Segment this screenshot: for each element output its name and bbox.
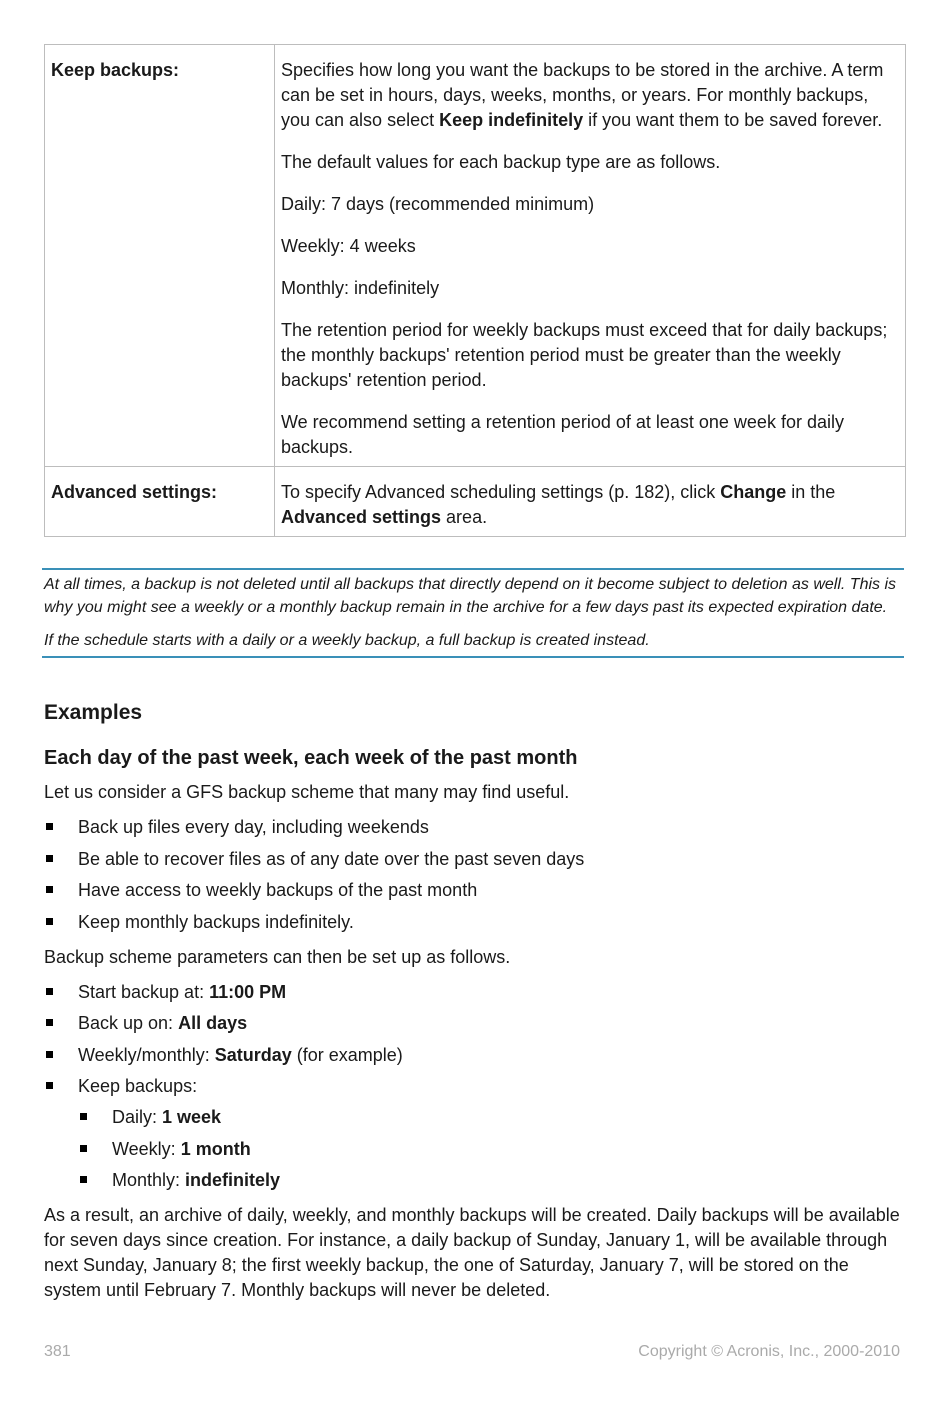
list-item: Be able to recover files as of any date over the past seven days [44,847,904,872]
page-number: 381 [44,1343,71,1360]
keep-backups-description [275,45,906,467]
table-row-advanced-settings [45,467,906,537]
examples-intro: Let us consider a GFS backup scheme that many may find useful. [44,782,570,802]
list-item: Weekly: 1 month [78,1137,904,1162]
advanced-settings-term: Advanced settings [281,507,442,527]
list-item: Keep monthly backups indefinitely. [44,910,904,935]
goals-list [44,815,904,935]
keep-backups-p6: The retention period for weekly backups must exceed that for daily backups; the monthly backups' retention period must be greater than the weekly backups' retention period. [281,320,888,390]
examples-section [44,698,904,1313]
result-paragraph: As a result, an archive of daily, weekly, and monthly backups will be created. Daily backups will be available for seven days since creation. For instance, a daily backup of Sunday, January 1, will be available through next Sunday, January 8; the first weekly backup, the one of Saturday, January 7, will be stored on the system until February 7. Monthly backups will never be deleted. [44,1205,900,1300]
params-intro: Backup scheme parameters can then be set up as follows. [44,946,511,967]
settings-table [44,44,906,537]
examples-heading: Examples [44,701,143,724]
list-item: Keep backups: Daily: 1 week Weekly: 1 month Monthly: indefinitely [44,1074,904,1193]
note-box [42,568,904,658]
list-item: Daily: 1 week [78,1105,904,1130]
table-row-keep-backups [45,45,906,467]
note-paragraph-1: At all times, a backup is not deleted until all backups that directly depend on it become subject to deletion as well. This is why you might see a weekly or a monthly backup remain in the archive for a few days past its expected expiration date. [44,576,897,616]
list-item: Start backup at: 11:00 PM [44,980,904,1005]
list-item: Monthly: indefinitely [78,1168,904,1193]
keep-sublist [78,1105,904,1193]
keep-backups-p7: We recommend setting a retention period of at least one week for daily backups. [281,412,844,457]
keep-indefinitely-term: Keep indefinitely [439,110,584,130]
keep-backups-monthly-default: Monthly: indefinitely [281,278,440,298]
note-paragraph-2: If the schedule starts with a daily or a weekly backup, a full backup is created instead. [44,632,650,649]
keep-backups-p2: The default values for each backup type are as follows. [281,152,721,172]
change-term: Change [720,482,787,502]
keep-backups-weekly-default: Weekly: 4 weeks [281,236,416,256]
examples-subheading: Each day of the past week, each week of the past month [44,747,578,769]
keep-backups-daily-default: Daily: 7 days (recommended minimum) [281,194,595,214]
advanced-settings-label: Advanced settings: [45,467,275,537]
list-item: Weekly/monthly: Saturday (for example) [44,1043,904,1068]
advanced-settings-description: To specify Advanced scheduling settings (p. 182), click Change in the Advanced settings area. [275,467,906,537]
keep-backups-label: Keep backups: [45,45,275,467]
list-item: Back up on: All days [44,1011,904,1036]
copyright-footer: Copyright © Acronis, Inc., 2000-2010 [638,1343,900,1360]
keep-backups-p1: Specifies how long you want the backups to be stored in the archive. A term can be set in hours, days, weeks, months, or years. For monthly backups, you can also select Keep indefinitely if you want them to be saved forever. [281,60,884,130]
params-list [44,980,904,1194]
list-item: Have access to weekly backups of the past month [44,878,904,903]
list-item: Back up files every day, including weekends [44,815,904,840]
